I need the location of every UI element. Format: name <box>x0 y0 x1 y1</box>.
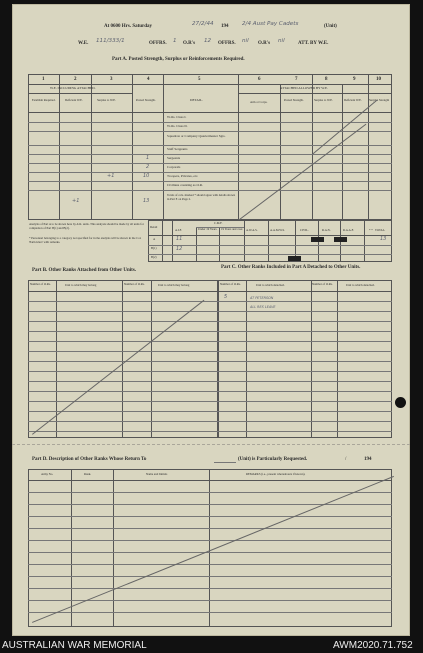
row-troopers: Troopers, Privates, etc. <box>167 174 199 178</box>
part-d-title-a: Part D. Description of Other Ranks Whose Return To <box>32 457 147 462</box>
row-staff-sergeants: Staff Sergeants <box>167 147 188 151</box>
analysis-head-total: TOTAL. <box>375 228 386 232</box>
blacked-out-b2 <box>288 256 301 261</box>
analysis-detail-label: Detail <box>150 225 158 229</box>
punch-hole <box>395 397 406 408</box>
blacked-out-ran <box>334 237 347 242</box>
hand-aif-b1: 12 <box>176 246 183 252</box>
header-date-handwritten: 27/2/44 <box>192 21 214 27</box>
analysis-note-2: * Personnel belonging to a category not specified for in the analysis will be shown in the Col. 'Particulars' with remarks. <box>29 236 142 244</box>
head-surplus-strength: Surplus Strength <box>369 98 390 102</box>
analysis-cmf-label: C.M.F. <box>214 221 223 225</box>
header-ors-label: O.R's <box>183 41 196 46</box>
col-number-5: 5 <box>198 77 201 82</box>
document-page <box>12 4 410 636</box>
head-posted-att: Posted Strength. <box>284 98 304 102</box>
hand-part-c-unit-2: ALL RES LEAVE <box>250 305 276 309</box>
row-corporals: Corporals <box>167 165 181 169</box>
head-surplus-att: Surplus to W.E. <box>314 98 333 102</box>
hand-part-c-unit-1: AT PETERSON <box>250 296 274 300</box>
hand-troopers: 10 <box>143 173 150 179</box>
head-deficient: Deficient W.E. <box>65 98 83 102</box>
analysis-head-civil: CIVIL. <box>300 228 309 232</box>
header-offrs2-label: OFFRS. <box>218 41 236 46</box>
analysis-head-19over: 19 Years and over. <box>221 227 244 231</box>
hand-corporals: 2 <box>146 164 150 170</box>
col-number-6: 6 <box>258 77 261 82</box>
header-offrs-handwritten: 1 <box>173 38 177 44</box>
header-unit-label: (Unit) <box>324 24 337 29</box>
part-b-head-num2: Number of O.Rs. <box>124 282 145 286</box>
footer-credit: AUSTRALIAN WAR MEMORIAL <box>2 640 147 651</box>
col-number-10: 10 <box>376 77 381 82</box>
col-number-8: 8 <box>325 77 328 82</box>
col-number-2: 2 <box>74 77 77 82</box>
part-b-head-unit1: Unit to which they belong <box>65 283 97 287</box>
header-we-handwritten: 111/333/1 <box>96 38 125 44</box>
hand-aif-a: 11 <box>176 236 183 242</box>
row-civilians: Civilians counting as O.R. <box>167 183 203 187</box>
head-detail: DETAIL. <box>190 98 203 102</box>
part-d-head-rank: Rank. <box>84 472 92 476</box>
attached-allowed-label: ATTACHED ALLOWED BY W.E. <box>280 86 328 90</box>
part-c-table <box>218 280 392 438</box>
part-d-head-name: Name and Initials <box>146 472 168 476</box>
hand-total-deficient: +1 <box>72 198 80 204</box>
header-ors2-handwritten: nil <box>278 38 285 44</box>
hand-sergeants: 1 <box>146 155 150 161</box>
part-b-head-unit2: Unit to which they belong <box>158 283 190 287</box>
hand-total-a: 13 <box>380 236 387 242</box>
col-number-1: 1 <box>42 77 45 82</box>
analysis-row-a: A <box>153 237 156 241</box>
hand-part-c-num: 5 <box>224 294 228 300</box>
row-sergeants: Sergeants <box>167 156 181 160</box>
analysis-head-under19: Under 19 Years. <box>198 227 218 231</box>
part-a-title: Part A. Posted Strength, Surplus or Reinforcements Required. <box>112 57 245 62</box>
head-surplus: Surplus to W.E. <box>97 98 116 102</box>
col-number-7: 7 <box>295 77 298 82</box>
blacked-out-civil <box>311 237 324 242</box>
head-deficient-att: Deficient W.E. <box>344 98 362 102</box>
row-qm-sgts: Squadron or Company Quartermaster Sgts. <box>167 134 226 138</box>
head-arm: Arm or Corps. <box>250 100 268 104</box>
analysis-note: Analysis of Part A to be shown here by ALL units. This analysis should be made by all units for completion of Part B(1) and B(2). <box>29 222 144 230</box>
row-totals-note: Totals of cols. marked * should agree with details shown in Part E on Page 2. <box>167 193 236 201</box>
analysis-head-raaf: R.A.A.F. <box>343 228 354 232</box>
part-d-head-army-no: Army No. <box>41 472 54 476</box>
col-number-9: 9 <box>353 77 356 82</box>
analysis-head-ran: R.A.N. <box>322 228 331 232</box>
hand-surplus-troopers: +1 <box>107 173 115 179</box>
analysis-row-b1: B(1) <box>151 246 157 250</box>
hand-total-posted: 13 <box>143 198 150 204</box>
part-b-head-num1: Number of O.Rs. <box>30 282 51 286</box>
header-offrs-label: OFFRS. <box>149 41 167 46</box>
header-year: 194 <box>221 24 229 29</box>
analysis-head-awas: A.W.A.S. <box>246 228 258 232</box>
row-wo-class-2: W.Os. Class II. <box>167 124 188 128</box>
part-c-head-unit2: Unit to which detached. <box>346 283 375 287</box>
head-establish: Establish Required. <box>32 98 56 102</box>
part-d-title-b: (Unit) is Particularly Requested. <box>238 457 308 462</box>
analysis-table <box>148 220 392 262</box>
part-d-title-year: 194 <box>364 457 372 462</box>
part-b-title: Part B. Other Ranks Attached from Other Units. <box>32 268 137 273</box>
header-unit-handwritten: 2/4 Aust Pay Cadets <box>242 21 299 27</box>
header-time-line: At 0600 Hrs. Saturday <box>104 24 153 29</box>
part-c-head-num1: Number of O.Rs. <box>220 282 241 286</box>
fold-line <box>12 444 410 445</box>
header-ors2-label: O.R's <box>258 41 271 46</box>
part-c-title: Part C. Other Ranks Included in Part A Detached to Other Units. <box>221 265 361 270</box>
part-c-head-num2: Number of O.Rs. <box>312 282 333 286</box>
analysis-head-aamws: A.A.M.W.S. <box>270 228 285 232</box>
header-offrs2-handwritten: nil <box>242 38 249 44</box>
we-including-attached-label: W.E. INCLUDING ATTACHED. <box>50 86 96 90</box>
part-d-date-slash: / <box>345 457 347 462</box>
part-c-head-unit1: Unit to which detached. <box>256 283 285 287</box>
analysis-head-aif: A.I.F. <box>175 228 182 232</box>
header-ors-handwritten: 12 <box>204 38 212 44</box>
analysis-head-stars: * * <box>369 228 373 232</box>
analysis-row-b2: B(2) <box>151 255 157 259</box>
col-number-3: 3 <box>110 77 113 82</box>
col-number-4: 4 <box>147 77 150 82</box>
part-d-head-remarks: REMARKS (i.e., present whereabouts if known). <box>246 472 306 476</box>
footer-accession: AWM2020.71.752 <box>333 640 413 651</box>
head-posted: Posted Strength. <box>136 98 156 102</box>
header-we-label: W.E. <box>78 41 89 46</box>
row-wo-class-1: W.Os. Class I. <box>167 115 187 119</box>
header-att-by: ATT. BY W.E. <box>298 41 329 46</box>
